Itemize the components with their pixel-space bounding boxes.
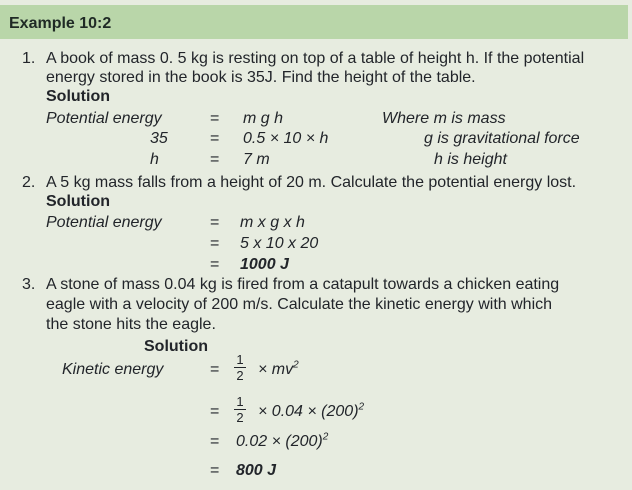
- q3-text-line1: A stone of mass 0.04 kg is fired from a catapult towards a chicken eating: [46, 276, 560, 293]
- q2-row1-eq: =: [210, 214, 220, 231]
- q3-row2-fraction: [234, 395, 246, 424]
- q1-number: 1.: [22, 50, 36, 67]
- q3-solution-label: Solution: [144, 338, 208, 355]
- q3-text-line3: the stone hits the eagle.: [46, 316, 216, 333]
- q1-row1-eq: =: [210, 110, 220, 127]
- q3-row2-rest: × 0.04 × (200): [258, 403, 359, 420]
- q3-row1-sup: 2: [293, 359, 299, 371]
- q1-row2-lhs: 35: [150, 130, 168, 147]
- q3-row1-fraction: [234, 353, 246, 382]
- q1-row2-rhs: 0.5 × 10 × h: [243, 130, 329, 147]
- q1-row3-rhs: 7 m: [243, 151, 270, 168]
- q1-row1-note: Where m is mass: [382, 110, 506, 127]
- q3-row2-rhs: [258, 403, 364, 421]
- q1-row3-eq: =: [210, 151, 220, 168]
- q3-row1-eq: =: [210, 361, 220, 378]
- q3-text-line2: eagle with a velocity of 200 m/s. Calculate the kinetic energy with which: [46, 296, 553, 313]
- q2-row1-rhs: m x g x h: [240, 214, 305, 231]
- q2-row2-eq: =: [210, 235, 220, 252]
- q1-row2-note: g is gravitational force: [424, 130, 580, 147]
- q3-row4-eq: =: [210, 462, 220, 479]
- q1-text-line2: energy stored in the book is 35J. Find the height of the table.: [46, 69, 476, 86]
- q3-row1-frac-den: 2: [236, 368, 244, 383]
- q3-row2-frac-num: 1: [236, 394, 244, 409]
- q3-row2-eq: =: [210, 403, 220, 420]
- q3-row1-rest: × mv: [258, 361, 294, 378]
- q1-row1-lhs: Potential energy: [46, 110, 162, 127]
- q2-row1-lhs: Potential energy: [46, 214, 162, 231]
- q3-row3-rhs: [236, 433, 328, 451]
- q3-row3-eq: =: [210, 433, 220, 450]
- q3-row1-frac-num: 1: [236, 352, 244, 367]
- q1-solution-label: Solution: [46, 88, 110, 105]
- q3-row3-sup: 2: [322, 431, 329, 443]
- q1-row1-rhs: m g h: [243, 110, 284, 127]
- q2-row2-rhs: 5 x 10 x 20: [240, 235, 319, 252]
- q2-solution-label: Solution: [46, 193, 110, 210]
- q3-number: 3.: [22, 276, 36, 293]
- q3-row4-rhs: 800 J: [236, 462, 277, 479]
- q2-row3-rhs: 1000 J: [240, 256, 289, 273]
- q1-row3-lhs: h: [150, 151, 159, 168]
- q1-row3-note: h is height: [434, 151, 507, 168]
- q2-text-line1: A 5 kg mass falls from a height of 20 m. Calculate the potential energy lost.: [46, 174, 577, 191]
- example-title: Example 10:2: [9, 15, 112, 32]
- q2-number: 2.: [22, 174, 36, 191]
- q3-row1-lhs: Kinetic energy: [62, 361, 164, 378]
- q3-row1-rhs: [258, 361, 299, 379]
- q2-row3-eq: =: [210, 256, 220, 273]
- q1-text-line1: A book of mass 0. 5 kg is resting on top of a table of height h. If the potential: [46, 50, 585, 67]
- q1-row2-eq: =: [210, 130, 220, 147]
- q3-row2-sup: 2: [358, 401, 365, 413]
- q3-row2-frac-den: 2: [236, 410, 244, 425]
- q3-row3-text: 0.02 × (200): [236, 433, 323, 450]
